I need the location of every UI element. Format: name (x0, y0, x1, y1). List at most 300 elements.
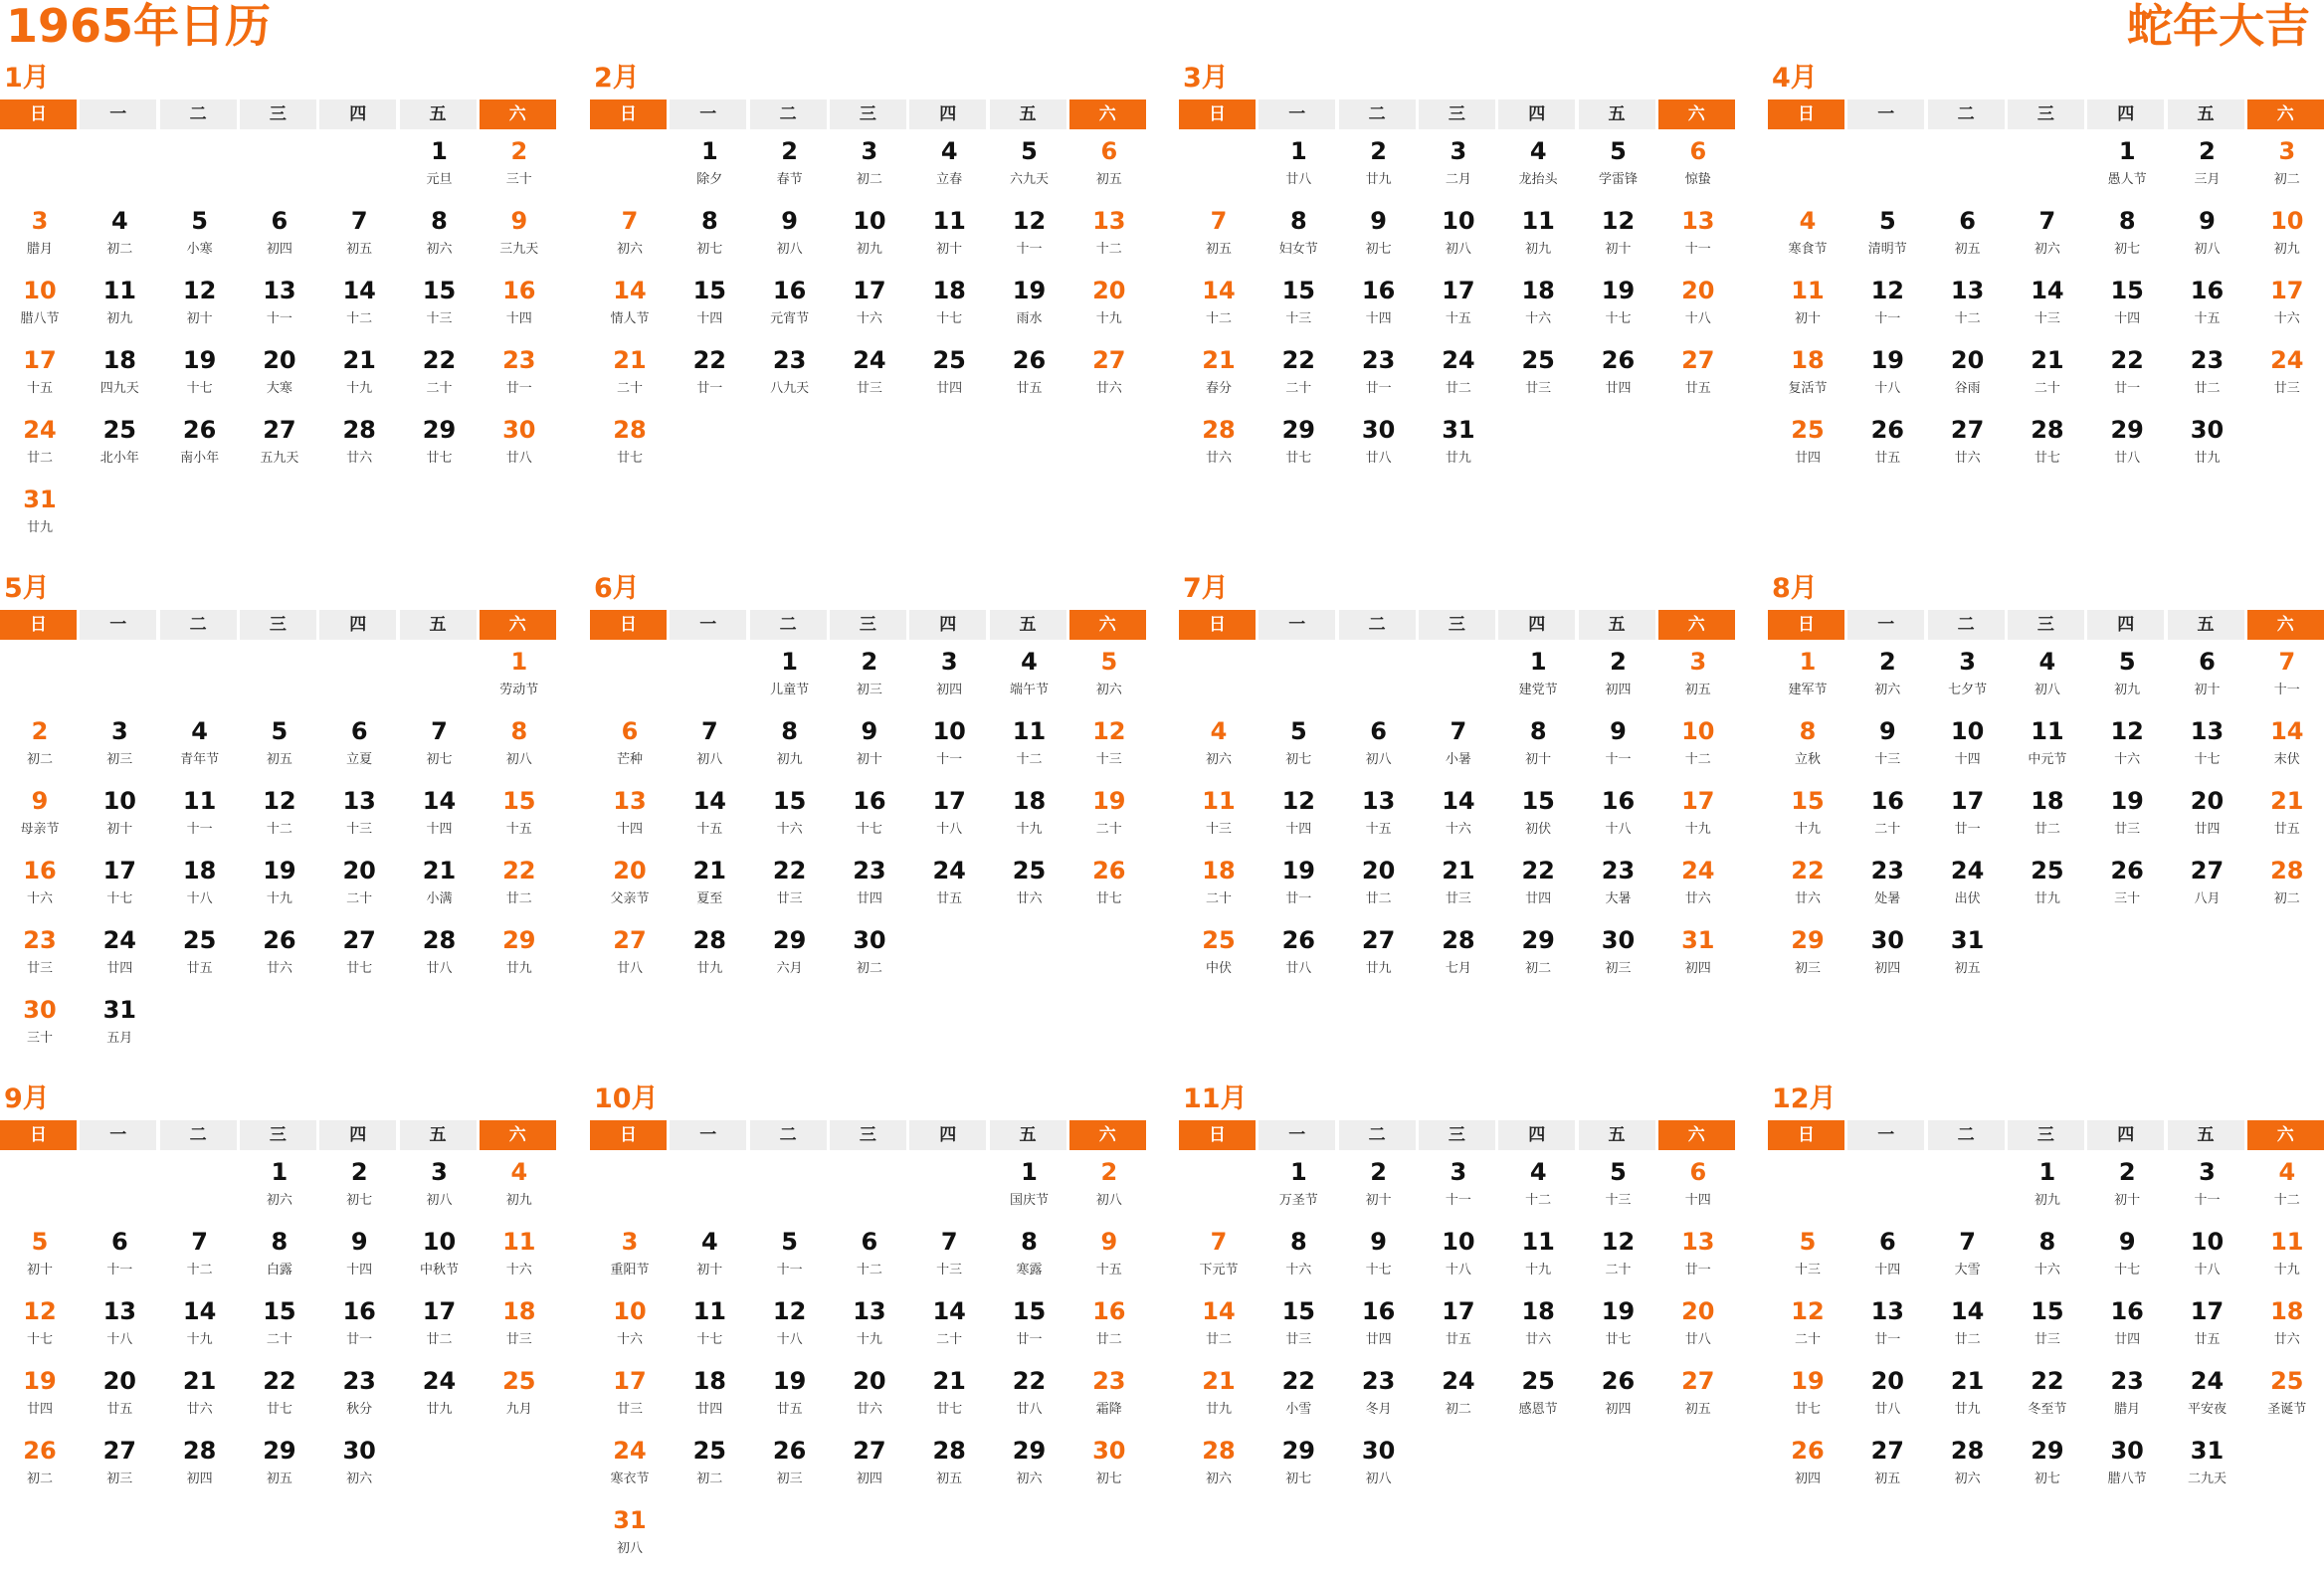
day-cell[interactable] (1259, 783, 1338, 853)
day-cell[interactable] (590, 1433, 670, 1502)
day-cell[interactable] (1259, 853, 1338, 922)
day-cell[interactable] (1179, 922, 1259, 992)
day-cell[interactable] (1768, 1293, 1847, 1363)
day-cell[interactable] (830, 203, 909, 273)
day-cell[interactable] (750, 1224, 830, 1293)
day-cell[interactable] (80, 853, 159, 922)
day-cell[interactable] (1259, 922, 1338, 992)
day-cell[interactable] (2087, 133, 2167, 203)
day-cell[interactable] (990, 1363, 1069, 1433)
day-cell[interactable] (750, 922, 830, 992)
day-cell[interactable] (2008, 853, 2087, 922)
day-cell[interactable] (319, 412, 399, 482)
day-cell[interactable] (590, 922, 670, 992)
day-cell[interactable] (1259, 1293, 1338, 1363)
day-cell[interactable] (590, 713, 670, 783)
day-cell[interactable] (1928, 1293, 2008, 1363)
day-cell[interactable] (1768, 644, 1847, 713)
day-cell[interactable] (670, 203, 749, 273)
day-cell[interactable] (1419, 1293, 1498, 1363)
day-cell[interactable] (1847, 273, 1927, 342)
day-cell[interactable] (830, 783, 909, 853)
day-cell[interactable] (240, 1154, 319, 1224)
day-cell[interactable] (480, 644, 559, 713)
day-cell[interactable] (990, 1293, 1069, 1363)
day-cell[interactable] (590, 1224, 670, 1293)
day-cell[interactable] (1928, 342, 2008, 412)
day-cell[interactable] (400, 922, 480, 992)
day-cell[interactable] (480, 412, 559, 482)
day-cell[interactable] (1658, 1363, 1738, 1433)
day-cell[interactable] (590, 853, 670, 922)
day-cell[interactable] (2008, 644, 2087, 713)
day-cell[interactable] (1768, 853, 1847, 922)
day-cell[interactable] (1069, 1224, 1149, 1293)
day-cell[interactable] (670, 1293, 749, 1363)
day-cell[interactable] (1579, 1293, 1658, 1363)
day-cell[interactable] (2087, 713, 2167, 783)
day-cell[interactable] (1419, 1154, 1498, 1224)
day-cell[interactable] (1928, 203, 2008, 273)
day-cell[interactable] (1419, 342, 1498, 412)
day-cell[interactable] (480, 1224, 559, 1293)
day-cell[interactable] (1069, 1433, 1149, 1502)
day-cell[interactable] (990, 273, 1069, 342)
day-cell[interactable] (400, 273, 480, 342)
day-cell[interactable] (1259, 1363, 1338, 1433)
day-cell[interactable] (0, 412, 80, 482)
day-cell[interactable] (590, 412, 670, 482)
day-cell[interactable] (1419, 1363, 1498, 1433)
day-cell[interactable] (2087, 644, 2167, 713)
day-cell[interactable] (990, 853, 1069, 922)
day-cell[interactable] (2168, 273, 2247, 342)
day-cell[interactable] (480, 1154, 559, 1224)
day-cell[interactable] (1579, 1224, 1658, 1293)
day-cell[interactable] (750, 713, 830, 783)
day-cell[interactable] (2168, 133, 2247, 203)
day-cell[interactable] (400, 1293, 480, 1363)
day-cell[interactable] (670, 342, 749, 412)
day-cell[interactable] (1579, 273, 1658, 342)
day-cell[interactable] (750, 1363, 830, 1433)
day-cell[interactable] (590, 783, 670, 853)
day-cell[interactable] (319, 203, 399, 273)
day-cell[interactable] (1069, 133, 1149, 203)
day-cell[interactable] (830, 1293, 909, 1363)
day-cell[interactable] (80, 412, 159, 482)
day-cell[interactable] (0, 1224, 80, 1293)
day-cell[interactable] (240, 342, 319, 412)
day-cell[interactable] (1579, 133, 1658, 203)
day-cell[interactable] (1658, 1293, 1738, 1363)
day-cell[interactable] (2247, 203, 2324, 273)
day-cell[interactable] (400, 342, 480, 412)
day-cell[interactable] (319, 342, 399, 412)
day-cell[interactable] (2247, 1154, 2324, 1224)
day-cell[interactable] (2247, 713, 2324, 783)
day-cell[interactable] (2008, 203, 2087, 273)
day-cell[interactable] (240, 273, 319, 342)
day-cell[interactable] (2087, 342, 2167, 412)
day-cell[interactable] (1498, 1154, 1578, 1224)
day-cell[interactable] (0, 203, 80, 273)
day-cell[interactable] (80, 922, 159, 992)
day-cell[interactable] (670, 1224, 749, 1293)
day-cell[interactable] (1069, 1154, 1149, 1224)
day-cell[interactable] (1498, 783, 1578, 853)
day-cell[interactable] (1928, 713, 2008, 783)
day-cell[interactable] (670, 133, 749, 203)
day-cell[interactable] (2008, 1154, 2087, 1224)
day-cell[interactable] (1658, 644, 1738, 713)
day-cell[interactable] (2168, 1433, 2247, 1502)
day-cell[interactable] (1498, 1363, 1578, 1433)
day-cell[interactable] (670, 853, 749, 922)
day-cell[interactable] (319, 1224, 399, 1293)
day-cell[interactable] (80, 1224, 159, 1293)
day-cell[interactable] (240, 203, 319, 273)
day-cell[interactable] (160, 1433, 240, 1502)
day-cell[interactable] (2168, 203, 2247, 273)
day-cell[interactable] (2247, 273, 2324, 342)
day-cell[interactable] (1768, 273, 1847, 342)
day-cell[interactable] (830, 133, 909, 203)
day-cell[interactable] (1768, 203, 1847, 273)
day-cell[interactable] (2008, 783, 2087, 853)
day-cell[interactable] (1419, 783, 1498, 853)
day-cell[interactable] (400, 1363, 480, 1433)
day-cell[interactable] (2008, 1293, 2087, 1363)
day-cell[interactable] (1339, 1154, 1419, 1224)
day-cell[interactable] (1928, 783, 2008, 853)
day-cell[interactable] (750, 203, 830, 273)
day-cell[interactable] (1259, 273, 1338, 342)
day-cell[interactable] (240, 1363, 319, 1433)
day-cell[interactable] (2247, 342, 2324, 412)
day-cell[interactable] (1419, 203, 1498, 273)
day-cell[interactable] (0, 922, 80, 992)
day-cell[interactable] (830, 273, 909, 342)
day-cell[interactable] (2247, 1293, 2324, 1363)
day-cell[interactable] (990, 644, 1069, 713)
day-cell[interactable] (0, 992, 80, 1062)
day-cell[interactable] (1179, 273, 1259, 342)
day-cell[interactable] (2087, 1433, 2167, 1502)
day-cell[interactable] (1339, 273, 1419, 342)
day-cell[interactable] (2168, 783, 2247, 853)
day-cell[interactable] (0, 1293, 80, 1363)
day-cell[interactable] (160, 713, 240, 783)
day-cell[interactable] (909, 1293, 989, 1363)
day-cell[interactable] (1419, 412, 1498, 482)
day-cell[interactable] (80, 1293, 159, 1363)
day-cell[interactable] (0, 482, 80, 551)
day-cell[interactable] (1928, 922, 2008, 992)
day-cell[interactable] (80, 783, 159, 853)
day-cell[interactable] (1847, 342, 1927, 412)
day-cell[interactable] (830, 853, 909, 922)
day-cell[interactable] (590, 273, 670, 342)
day-cell[interactable] (990, 713, 1069, 783)
day-cell[interactable] (160, 1224, 240, 1293)
day-cell[interactable] (1339, 1433, 1419, 1502)
day-cell[interactable] (1768, 1224, 1847, 1293)
day-cell[interactable] (1339, 853, 1419, 922)
day-cell[interactable] (1658, 342, 1738, 412)
day-cell[interactable] (480, 133, 559, 203)
day-cell[interactable] (909, 273, 989, 342)
day-cell[interactable] (750, 783, 830, 853)
day-cell[interactable] (2087, 203, 2167, 273)
day-cell[interactable] (80, 992, 159, 1062)
day-cell[interactable] (160, 412, 240, 482)
day-cell[interactable] (1498, 1224, 1578, 1293)
day-cell[interactable] (1069, 644, 1149, 713)
day-cell[interactable] (0, 1363, 80, 1433)
day-cell[interactable] (1928, 1433, 2008, 1502)
day-cell[interactable] (1259, 1433, 1338, 1502)
day-cell[interactable] (1339, 783, 1419, 853)
day-cell[interactable] (0, 783, 80, 853)
day-cell[interactable] (480, 853, 559, 922)
day-cell[interactable] (2087, 783, 2167, 853)
day-cell[interactable] (240, 412, 319, 482)
day-cell[interactable] (2087, 1363, 2167, 1433)
day-cell[interactable] (480, 203, 559, 273)
day-cell[interactable] (160, 203, 240, 273)
day-cell[interactable] (1179, 1433, 1259, 1502)
day-cell[interactable] (670, 1363, 749, 1433)
day-cell[interactable] (990, 1433, 1069, 1502)
day-cell[interactable] (1419, 133, 1498, 203)
day-cell[interactable] (1658, 1154, 1738, 1224)
day-cell[interactable] (909, 342, 989, 412)
day-cell[interactable] (80, 342, 159, 412)
day-cell[interactable] (2008, 342, 2087, 412)
day-cell[interactable] (990, 133, 1069, 203)
day-cell[interactable] (319, 1293, 399, 1363)
day-cell[interactable] (1579, 853, 1658, 922)
day-cell[interactable] (1498, 273, 1578, 342)
day-cell[interactable] (1179, 1224, 1259, 1293)
day-cell[interactable] (480, 783, 559, 853)
day-cell[interactable] (400, 1224, 480, 1293)
day-cell[interactable] (590, 203, 670, 273)
day-cell[interactable] (590, 342, 670, 412)
day-cell[interactable] (1069, 783, 1149, 853)
day-cell[interactable] (1498, 713, 1578, 783)
day-cell[interactable] (2247, 853, 2324, 922)
day-cell[interactable] (2087, 853, 2167, 922)
day-cell[interactable] (240, 783, 319, 853)
day-cell[interactable] (750, 273, 830, 342)
day-cell[interactable] (1847, 783, 1927, 853)
day-cell[interactable] (750, 644, 830, 713)
day-cell[interactable] (1069, 713, 1149, 783)
day-cell[interactable] (1339, 1363, 1419, 1433)
day-cell[interactable] (2168, 412, 2247, 482)
day-cell[interactable] (1579, 1363, 1658, 1433)
day-cell[interactable] (240, 713, 319, 783)
day-cell[interactable] (1658, 273, 1738, 342)
day-cell[interactable] (480, 1293, 559, 1363)
day-cell[interactable] (1498, 1293, 1578, 1363)
day-cell[interactable] (240, 922, 319, 992)
day-cell[interactable] (990, 342, 1069, 412)
day-cell[interactable] (590, 1293, 670, 1363)
day-cell[interactable] (670, 1433, 749, 1502)
day-cell[interactable] (830, 1224, 909, 1293)
day-cell[interactable] (0, 273, 80, 342)
day-cell[interactable] (830, 644, 909, 713)
day-cell[interactable] (750, 853, 830, 922)
day-cell[interactable] (1419, 273, 1498, 342)
day-cell[interactable] (0, 713, 80, 783)
day-cell[interactable] (670, 922, 749, 992)
day-cell[interactable] (160, 853, 240, 922)
day-cell[interactable] (1768, 1363, 1847, 1433)
day-cell[interactable] (1928, 412, 2008, 482)
day-cell[interactable] (1419, 853, 1498, 922)
day-cell[interactable] (0, 342, 80, 412)
day-cell[interactable] (1498, 853, 1578, 922)
day-cell[interactable] (2008, 412, 2087, 482)
day-cell[interactable] (750, 342, 830, 412)
day-cell[interactable] (2008, 1433, 2087, 1502)
day-cell[interactable] (480, 342, 559, 412)
day-cell[interactable] (1498, 644, 1578, 713)
day-cell[interactable] (830, 1433, 909, 1502)
day-cell[interactable] (1579, 203, 1658, 273)
day-cell[interactable] (1498, 922, 1578, 992)
day-cell[interactable] (909, 783, 989, 853)
day-cell[interactable] (1069, 273, 1149, 342)
day-cell[interactable] (990, 203, 1069, 273)
day-cell[interactable] (160, 1363, 240, 1433)
day-cell[interactable] (80, 203, 159, 273)
day-cell[interactable] (400, 713, 480, 783)
day-cell[interactable] (80, 1433, 159, 1502)
day-cell[interactable] (2008, 273, 2087, 342)
day-cell[interactable] (2168, 1363, 2247, 1433)
day-cell[interactable] (2087, 273, 2167, 342)
day-cell[interactable] (160, 922, 240, 992)
day-cell[interactable] (2168, 853, 2247, 922)
day-cell[interactable] (909, 644, 989, 713)
day-cell[interactable] (2008, 713, 2087, 783)
day-cell[interactable] (1579, 713, 1658, 783)
day-cell[interactable] (1498, 342, 1578, 412)
day-cell[interactable] (1339, 203, 1419, 273)
day-cell[interactable] (480, 273, 559, 342)
day-cell[interactable] (1658, 1224, 1738, 1293)
day-cell[interactable] (80, 1363, 159, 1433)
day-cell[interactable] (1069, 342, 1149, 412)
day-cell[interactable] (80, 713, 159, 783)
day-cell[interactable] (2247, 1363, 2324, 1433)
day-cell[interactable] (909, 853, 989, 922)
day-cell[interactable] (400, 783, 480, 853)
day-cell[interactable] (750, 1293, 830, 1363)
day-cell[interactable] (909, 1224, 989, 1293)
day-cell[interactable] (670, 713, 749, 783)
day-cell[interactable] (1928, 273, 2008, 342)
day-cell[interactable] (909, 713, 989, 783)
day-cell[interactable] (1579, 644, 1658, 713)
day-cell[interactable] (2247, 133, 2324, 203)
day-cell[interactable] (1768, 922, 1847, 992)
day-cell[interactable] (1658, 203, 1738, 273)
day-cell[interactable] (2168, 713, 2247, 783)
day-cell[interactable] (2008, 1363, 2087, 1433)
day-cell[interactable] (1179, 713, 1259, 783)
day-cell[interactable] (1339, 713, 1419, 783)
day-cell[interactable] (1928, 1363, 2008, 1433)
day-cell[interactable] (1579, 342, 1658, 412)
day-cell[interactable] (1847, 644, 1927, 713)
day-cell[interactable] (990, 783, 1069, 853)
day-cell[interactable] (1259, 1224, 1338, 1293)
day-cell[interactable] (240, 1293, 319, 1363)
day-cell[interactable] (160, 342, 240, 412)
day-cell[interactable] (1339, 1293, 1419, 1363)
day-cell[interactable] (1419, 1224, 1498, 1293)
day-cell[interactable] (1847, 1433, 1927, 1502)
day-cell[interactable] (480, 1363, 559, 1433)
day-cell[interactable] (1498, 203, 1578, 273)
day-cell[interactable] (1498, 133, 1578, 203)
day-cell[interactable] (1847, 1224, 1927, 1293)
day-cell[interactable] (1928, 1224, 2008, 1293)
day-cell[interactable] (160, 783, 240, 853)
day-cell[interactable] (1768, 412, 1847, 482)
day-cell[interactable] (1419, 922, 1498, 992)
day-cell[interactable] (1259, 713, 1338, 783)
day-cell[interactable] (1339, 922, 1419, 992)
day-cell[interactable] (400, 203, 480, 273)
day-cell[interactable] (1847, 713, 1927, 783)
day-cell[interactable] (319, 273, 399, 342)
day-cell[interactable] (319, 1363, 399, 1433)
day-cell[interactable] (319, 922, 399, 992)
day-cell[interactable] (2087, 1224, 2167, 1293)
day-cell[interactable] (1658, 853, 1738, 922)
day-cell[interactable] (1339, 412, 1419, 482)
day-cell[interactable] (1339, 342, 1419, 412)
day-cell[interactable] (319, 783, 399, 853)
day-cell[interactable] (1928, 644, 2008, 713)
day-cell[interactable] (2087, 412, 2167, 482)
day-cell[interactable] (480, 922, 559, 992)
day-cell[interactable] (1928, 853, 2008, 922)
day-cell[interactable] (2168, 1293, 2247, 1363)
day-cell[interactable] (2247, 1224, 2324, 1293)
day-cell[interactable] (400, 1154, 480, 1224)
day-cell[interactable] (1419, 713, 1498, 783)
day-cell[interactable] (590, 1363, 670, 1433)
day-cell[interactable] (1069, 203, 1149, 273)
day-cell[interactable] (2087, 1293, 2167, 1363)
day-cell[interactable] (1259, 133, 1338, 203)
day-cell[interactable] (909, 1363, 989, 1433)
day-cell[interactable] (830, 342, 909, 412)
day-cell[interactable] (1339, 1224, 1419, 1293)
day-cell[interactable] (1339, 133, 1419, 203)
day-cell[interactable] (1179, 342, 1259, 412)
day-cell[interactable] (2008, 1224, 2087, 1293)
day-cell[interactable] (990, 1224, 1069, 1293)
